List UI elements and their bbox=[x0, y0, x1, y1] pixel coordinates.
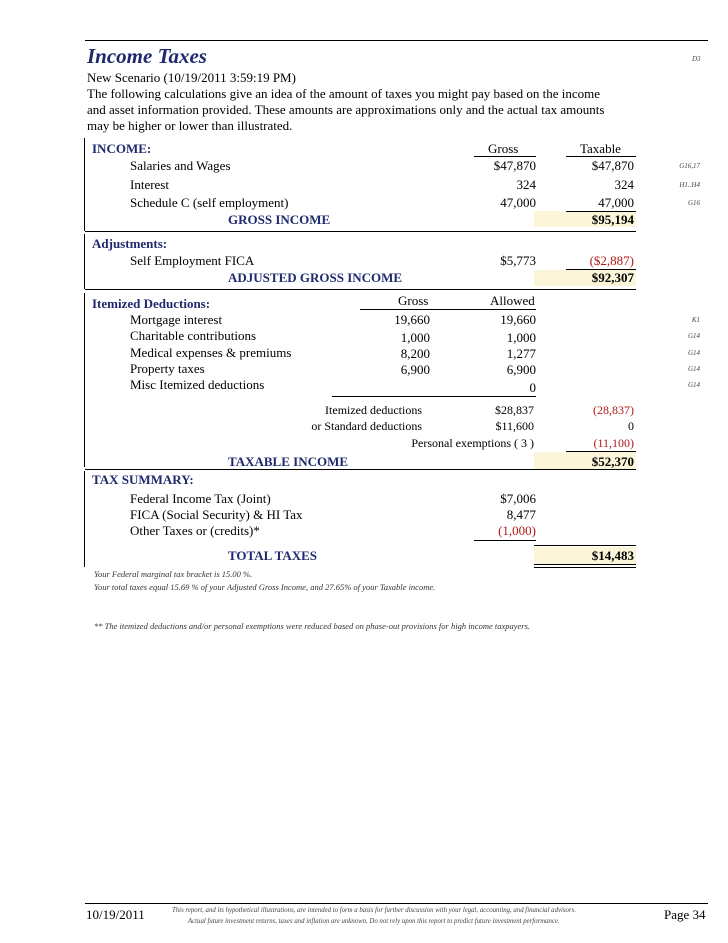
intro-line-3: may be higher or lower than illustrated. bbox=[87, 118, 293, 133]
itemized-summary-amount: $28,837 bbox=[495, 403, 534, 417]
itemized-total-rule bbox=[332, 396, 536, 397]
income-row-gross: $47,870 bbox=[493, 158, 536, 173]
tax-summary-heading: TAX SUMMARY: bbox=[92, 472, 194, 487]
page-title: Income Taxes bbox=[87, 44, 207, 68]
itemized-bottom-rule bbox=[85, 469, 636, 470]
adjustment-row-gross: $5,773 bbox=[500, 253, 536, 268]
income-col-taxable: Taxable bbox=[580, 141, 621, 156]
total-taxes-double-rule-1 bbox=[534, 564, 636, 565]
page-code: D3 bbox=[692, 55, 701, 63]
adjustments-heading: Adjustments: bbox=[92, 236, 168, 251]
intro-line-2: and asset information provided. These amounts are approximations only and the actual tax amounts bbox=[87, 102, 605, 117]
itemized-row-ref: G14 bbox=[687, 381, 700, 389]
itemized-row-allowed: 0 bbox=[529, 380, 536, 395]
taxable-income-value: $52,370 bbox=[591, 454, 634, 469]
total-taxes-value: $14,483 bbox=[591, 548, 634, 563]
total-taxes-label: TOTAL TAXES bbox=[228, 548, 317, 563]
gross-income-label: GROSS INCOME bbox=[228, 212, 331, 227]
income-row-label: Salaries and Wages bbox=[130, 158, 231, 173]
itemized-col-allowed: Allowed bbox=[490, 293, 535, 308]
itemized-row-gross: 1,000 bbox=[400, 330, 430, 345]
agi-label: ADJUSTED GROSS INCOME bbox=[228, 270, 403, 285]
top-rule bbox=[85, 40, 708, 41]
tax-summary-rule bbox=[474, 540, 536, 541]
gross-col-underline bbox=[474, 156, 536, 157]
tax-summary-row-amount: 8,477 bbox=[506, 507, 536, 522]
footer-date: 10/19/2011 bbox=[86, 907, 145, 922]
income-heading: INCOME: bbox=[92, 141, 152, 156]
itemized-row-allowed: 1,277 bbox=[506, 346, 536, 361]
itemized-row-ref: G14 bbox=[687, 349, 700, 357]
exemptions-rule bbox=[566, 451, 636, 452]
taxable-income-label: TAXABLE INCOME bbox=[228, 454, 349, 469]
itemized-row-allowed: 6,900 bbox=[506, 362, 536, 377]
adjustment-row-taxable: ($2,887) bbox=[589, 253, 634, 268]
income-left-border bbox=[84, 138, 85, 231]
itemized-row-ref: G14 bbox=[687, 332, 700, 340]
itemized-left-border bbox=[84, 293, 85, 467]
total-taxes-double-rule-2 bbox=[534, 567, 636, 568]
income-bottom-rule bbox=[85, 231, 636, 232]
standard-deduction-label: or Standard deductions bbox=[311, 419, 422, 433]
tax-summary-row-amount: $7,006 bbox=[500, 491, 536, 506]
income-col-gross: Gross bbox=[488, 141, 519, 156]
footer-rule bbox=[85, 903, 708, 904]
marginal-bracket-note: Your Federal marginal tax bracket is 15.00 %. bbox=[94, 569, 253, 579]
agi-value: $92,307 bbox=[591, 270, 634, 285]
income-row-ref: G16 bbox=[687, 199, 700, 207]
itemized-row-gross: 8,200 bbox=[400, 346, 430, 361]
standard-deduction-amount: $11,600 bbox=[495, 419, 534, 433]
itemized-row-label: Property taxes bbox=[130, 361, 205, 376]
itemized-row-label: Misc Itemized deductions bbox=[130, 377, 265, 392]
itemized-row-gross: 6,900 bbox=[400, 362, 430, 377]
total-taxes-top-rule bbox=[534, 545, 636, 546]
itemized-header-rule bbox=[360, 309, 536, 310]
income-row-taxable: 324 bbox=[614, 177, 634, 192]
income-row-label: Interest bbox=[130, 177, 169, 192]
gross-income-value: $95,194 bbox=[591, 212, 634, 227]
intro-line-1: The following calculations give an idea of the amount of taxes you might pay based on the income bbox=[87, 86, 600, 101]
tax-summary-row-amount: (1,000) bbox=[498, 523, 536, 538]
summary-left-border bbox=[84, 471, 85, 567]
footer-page-number: Page 34 bbox=[664, 907, 706, 922]
income-row-ref: G16,17 bbox=[679, 162, 700, 170]
itemized-row-label: Charitable contributions bbox=[130, 328, 257, 343]
income-row-taxable: 47,000 bbox=[598, 195, 634, 210]
tax-summary-row-label: Other Taxes or (credits)* bbox=[130, 523, 260, 538]
footer-disclaimer-1: This report, and its hypothetical illustrations, are intended to form a basis for further discussion with your legal, accounting, and financial advisors. bbox=[172, 907, 576, 914]
itemized-row-label: Medical expenses & premiums bbox=[130, 345, 292, 360]
itemized-summary-taxable: (28,837) bbox=[593, 403, 634, 417]
itemized-row-allowed: 19,660 bbox=[500, 312, 536, 327]
itemized-summary-label: Itemized deductions bbox=[325, 403, 422, 417]
itemized-row-label: Mortgage interest bbox=[130, 312, 223, 327]
income-row-ref: H1..H4 bbox=[679, 181, 700, 189]
adjustments-left-border bbox=[84, 234, 85, 289]
personal-exemptions-taxable: (11,100) bbox=[593, 436, 634, 450]
itemized-row-ref: K1 bbox=[691, 316, 700, 324]
itemized-row-allowed: 1,000 bbox=[506, 330, 536, 345]
itemized-row-ref: G14 bbox=[687, 365, 700, 373]
effective-rate-note: Your total taxes equal 15.69 % of your Adjusted Gross Income, and 27.65% of your Taxable income. bbox=[94, 582, 436, 592]
taxable-col-underline bbox=[566, 156, 636, 157]
income-row-gross: 47,000 bbox=[500, 195, 536, 210]
tax-summary-row-label: Federal Income Tax (Joint) bbox=[130, 491, 271, 506]
itemized-col-gross: Gross bbox=[398, 293, 429, 308]
adjustments-bottom-rule bbox=[85, 289, 636, 290]
scenario-line: New Scenario (10/19/2011 3:59:19 PM) bbox=[87, 70, 296, 85]
income-row-label: Schedule C (self employment) bbox=[130, 195, 289, 210]
standard-deduction-taxable: 0 bbox=[628, 419, 634, 433]
income-row-gross: 324 bbox=[516, 177, 536, 192]
income-row-taxable: $47,870 bbox=[591, 158, 634, 173]
adjustment-row-label: Self Employment FICA bbox=[130, 253, 255, 268]
itemized-row-gross: 19,660 bbox=[394, 312, 430, 327]
personal-exemptions-label: Personal exemptions ( 3 ) bbox=[411, 436, 534, 450]
tax-summary-row-label: FICA (Social Security) & HI Tax bbox=[130, 507, 303, 522]
itemized-heading: Itemized Deductions: bbox=[92, 296, 211, 311]
footer-disclaimer-2: Actual future investment returns, taxes and inflation are unknown. Do not rely upon this report to predict future investment performance. bbox=[188, 918, 560, 925]
phase-out-note: ** The itemized deductions and/or personal exemptions were reduced based on phase-out provisions for high income taxpayers. bbox=[94, 621, 531, 631]
